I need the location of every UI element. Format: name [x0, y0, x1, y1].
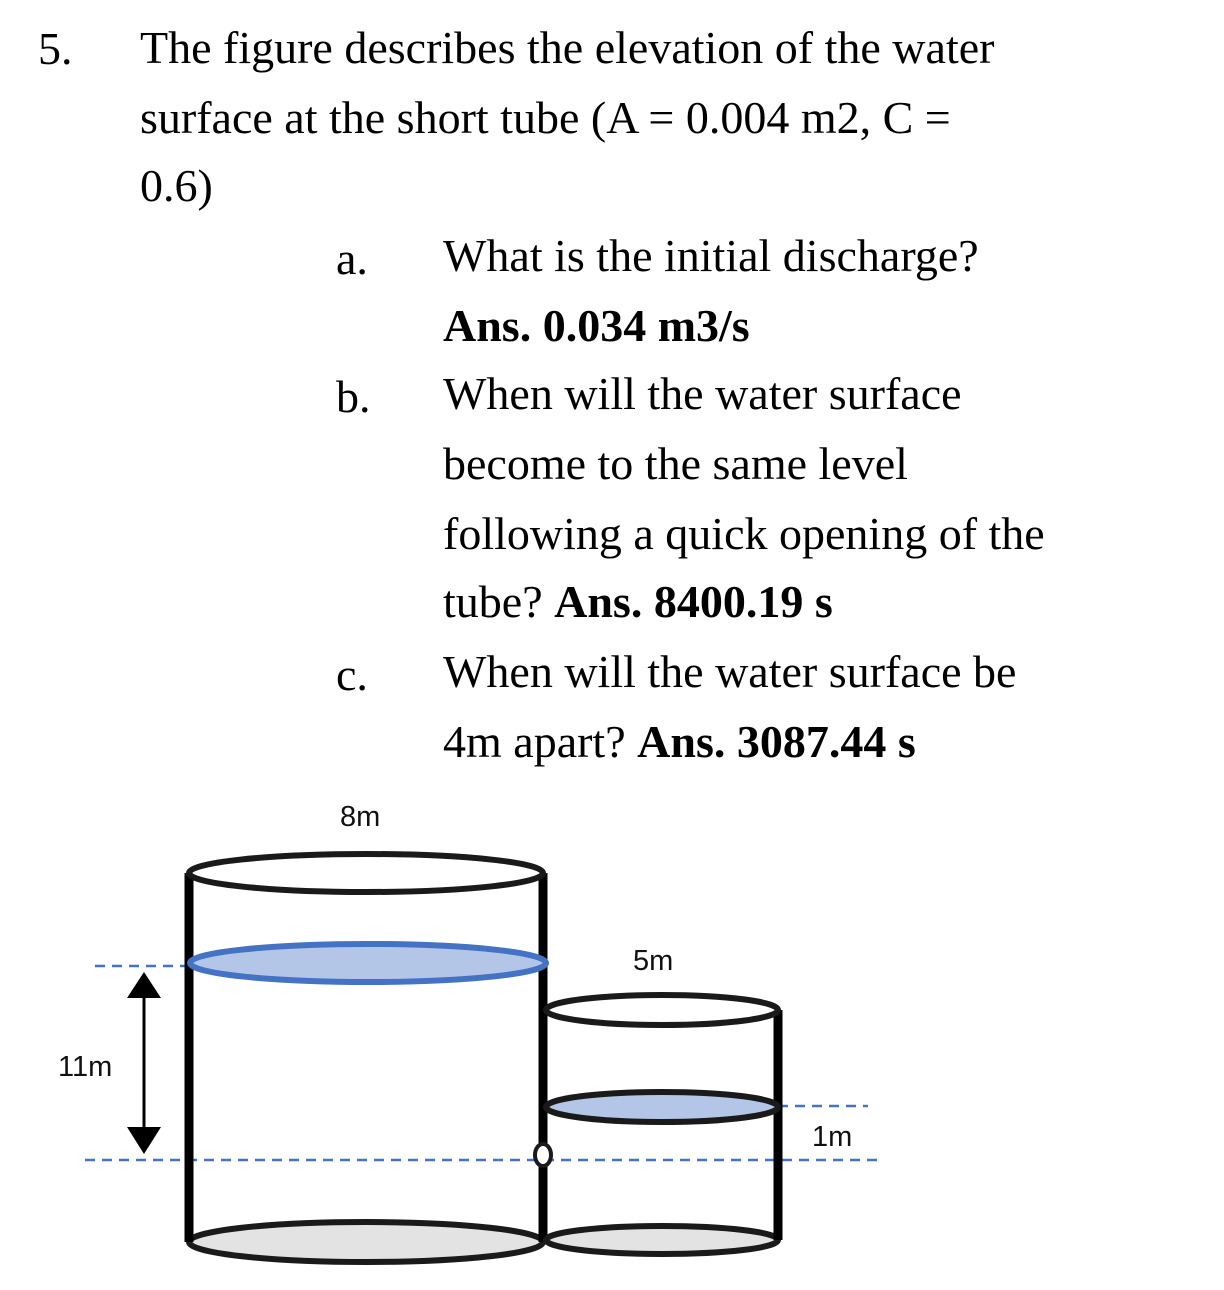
large-tank-bottom — [189, 1222, 543, 1262]
problem-number: 5. — [38, 23, 73, 74]
small-tank-diameter-label: 5m — [633, 945, 674, 977]
problem-statement-line-3: 0.6) — [140, 160, 213, 211]
part-c-answer: 4m apart? Ans. 3087.44 s — [443, 716, 916, 767]
arrow-up-head — [127, 972, 161, 998]
problem-statement-line-2: surface at the short tube (A = 0.004 m2, C = — [140, 92, 951, 143]
large-tank-top-rim — [189, 854, 543, 892]
part-c-label: c. — [336, 649, 368, 700]
part-c-line-1: When will the water surface be — [443, 646, 1017, 697]
part-b-answer: tube? Ans. 8400.19 s — [443, 576, 833, 627]
head-difference-label: 11m — [58, 1051, 113, 1083]
problem-statement-line-1: The figure describes the elevation of the water — [140, 22, 995, 73]
small-tank-water-height-label: 1m — [812, 1121, 853, 1153]
part-a-label: a. — [336, 233, 368, 284]
part-b-line-3: following a quick opening of the — [443, 508, 1045, 559]
short-tube-orifice — [535, 1144, 551, 1166]
part-b-line-2: become to the same level — [443, 438, 908, 489]
large-tank-diameter-label: 8m — [340, 801, 381, 833]
small-tank-water-surface — [546, 1092, 778, 1122]
part-a-answer: Ans. 0.034 m3/s — [443, 300, 750, 351]
large-tank-water-surface — [190, 944, 546, 982]
small-tank-top-rim — [546, 995, 778, 1025]
arrow-down-head — [127, 1127, 161, 1154]
part-b-line-1: When will the water surface — [443, 368, 962, 419]
part-b-label: b. — [336, 371, 371, 422]
part-a-line-1: What is the initial discharge? — [443, 230, 979, 281]
small-tank-bottom — [546, 1226, 778, 1254]
